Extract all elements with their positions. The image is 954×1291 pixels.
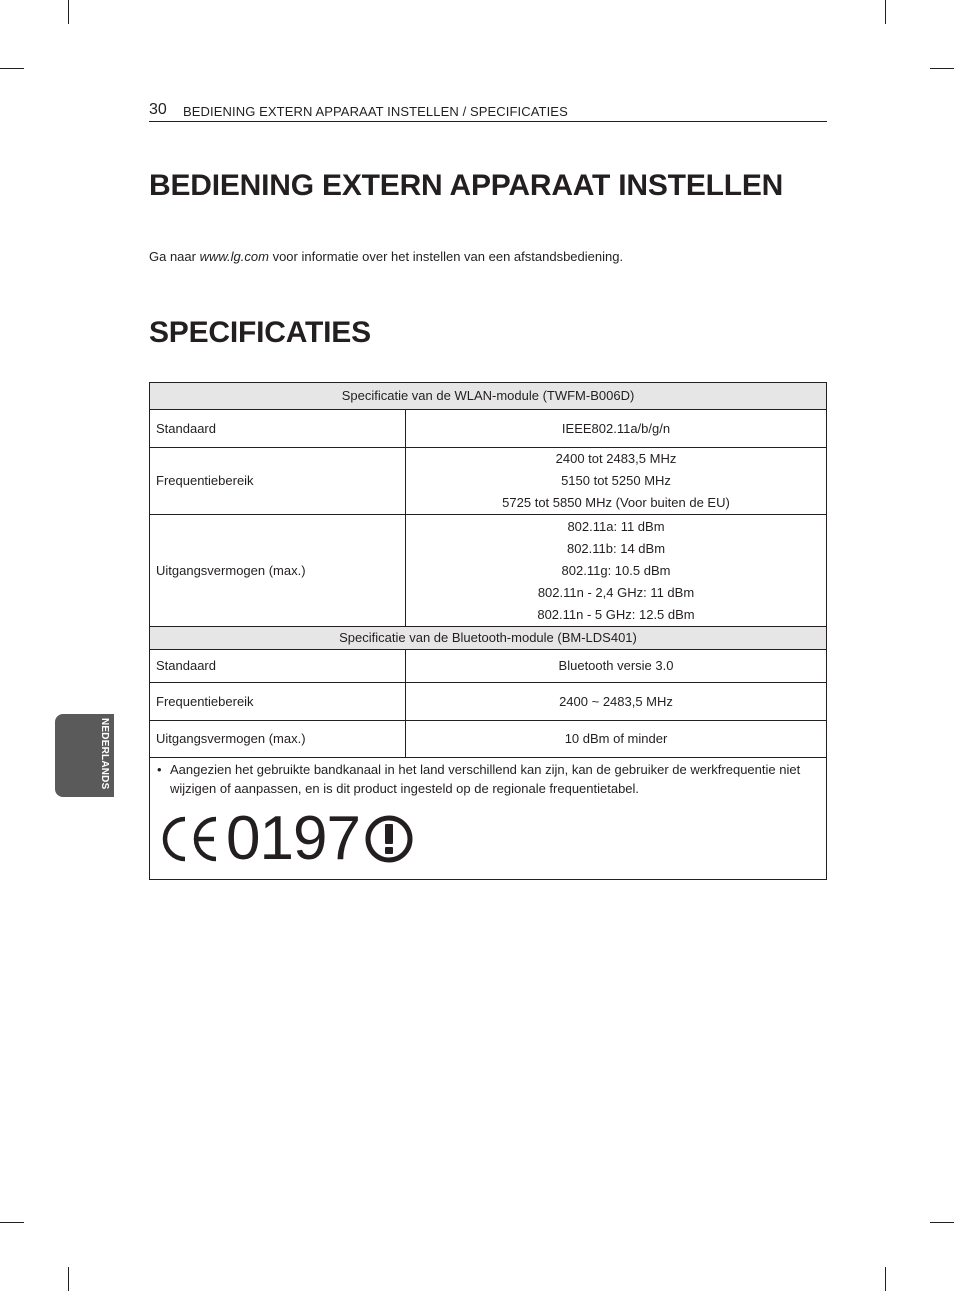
- value-line: 2400 tot 2483,5 MHz: [555, 451, 677, 466]
- bt-power-value: [406, 721, 827, 758]
- page-number: 30: [149, 101, 167, 118]
- intro-text-before: Ga naar: [149, 249, 200, 264]
- ce-marking: [150, 799, 826, 879]
- crop-mark: [930, 68, 954, 69]
- bt-power-label: Uitgangsvermogen (max.): [150, 721, 406, 758]
- bt-standard-label: Standaard: [150, 650, 406, 683]
- value-line: 802.11a: 11 dBm: [567, 518, 665, 534]
- note-text: Aangezien het gebruikte bandkanaal in het land verschillend kan zijn, kan de gebruiker de werkfrequentie niet wijzigen of aanpassen, en is dit product ingesteld op de regionale frequentietabel.: [170, 762, 801, 796]
- section-title-remote: BEDIENING EXTERN APPARAAT INSTELLEN: [149, 169, 784, 202]
- spec-table: [149, 382, 827, 880]
- wlan-standard-label: Standaard: [150, 410, 406, 448]
- language-label: NEDERLANDS: [99, 718, 110, 790]
- table-row: [150, 448, 827, 515]
- running-header: [149, 101, 827, 122]
- note-cell: [150, 758, 827, 880]
- language-side-tab: [55, 714, 114, 797]
- value-line: 802.11n - 2,4 GHz: 11 dBm: [537, 584, 695, 600]
- value-line: 2400 ~ 2483,5 MHz: [559, 693, 673, 709]
- bt-frequency-value: [406, 683, 827, 721]
- table-header-row: [150, 383, 827, 410]
- wlan-header: Specificatie van de WLAN-module (TWFM-B006D): [150, 383, 827, 410]
- crop-mark: [930, 1222, 954, 1223]
- alert-class2-icon: [364, 814, 414, 864]
- table-row: [150, 683, 827, 721]
- bt-standard-value: [406, 650, 827, 683]
- crop-mark: [68, 0, 69, 24]
- value-line: IEEE802.11a/b/g/n: [561, 420, 671, 436]
- crop-mark: [0, 1222, 24, 1223]
- wlan-power-value: [406, 515, 827, 627]
- value-line: Bluetooth versie 3.0: [558, 658, 674, 673]
- wlan-frequency-value: [406, 448, 827, 515]
- wlan-power-label: Uitgangsvermogen (max.): [150, 515, 406, 627]
- table-row: [150, 650, 827, 683]
- value-line: 802.11n - 5 GHz: 12.5 dBm: [537, 606, 695, 622]
- value-line: 10 dBm of minder: [564, 731, 668, 746]
- bullet: •: [157, 762, 162, 777]
- ce-mark-icon: [158, 813, 220, 865]
- notified-body-number: 0197: [226, 804, 360, 873]
- crop-mark: [885, 1267, 886, 1291]
- table-row: [150, 515, 827, 627]
- value-line: 5150 tot 5250 MHz: [561, 473, 671, 488]
- wlan-frequency-label: Frequentiebereik: [150, 448, 406, 515]
- wlan-standard-value: [406, 410, 827, 448]
- value-line: 802.11b: 14 dBm: [566, 540, 666, 556]
- table-row: [150, 721, 827, 758]
- value-line: 802.11g: 10.5 dBm: [561, 562, 671, 578]
- crop-mark: [0, 68, 24, 69]
- intro-paragraph: [149, 249, 623, 264]
- table-row: [150, 410, 827, 448]
- bluetooth-header: Specificatie van de Bluetooth-module (BM-LDS401): [150, 627, 827, 650]
- bt-frequency-label: Frequentiebereik: [150, 683, 406, 721]
- value-line: 5725 tot 5850 MHz (Voor buiten de EU): [502, 495, 730, 510]
- website-link[interactable]: www.lg.com: [199, 249, 269, 264]
- running-title: BEDIENING EXTERN APPARAAT INSTELLEN / SPECIFICATIES: [183, 104, 568, 119]
- section-title-specs: SPECIFICATIES: [149, 316, 371, 349]
- table-row: [150, 758, 827, 880]
- intro-text-after: voor informatie over het instellen van een afstandsbediening.: [268, 249, 624, 264]
- crop-mark: [885, 0, 886, 24]
- note: [150, 758, 826, 798]
- table-header-row: [150, 627, 827, 650]
- crop-mark: [68, 1267, 69, 1291]
